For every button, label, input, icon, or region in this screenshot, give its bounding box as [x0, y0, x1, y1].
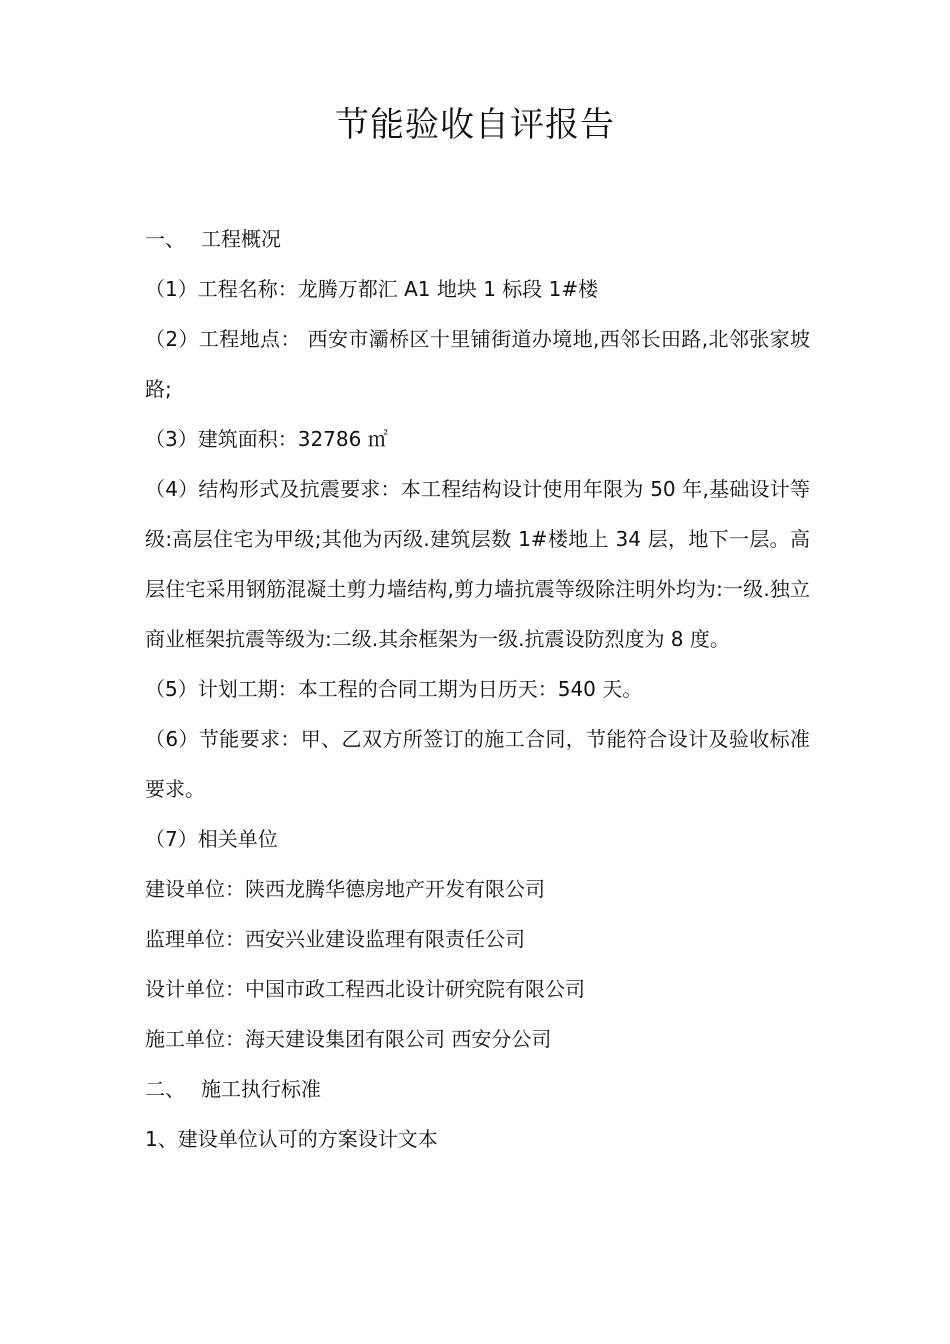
section-1-heading: [145, 214, 810, 264]
planned-duration: （5）计划工期：本工程的合同工期为日历天：540 天。: [145, 677, 643, 701]
energy-requirements: （6）节能要求：甲、乙双方所签订的施工合同，节能符合设计及验收标准要求。: [145, 727, 810, 801]
project-name: （1）工程名称：龙腾万都汇 A1 地块 1 标段 1#楼: [145, 277, 599, 301]
construction-unit: 建设单位：陕西龙腾华德房地产开发有限公司: [145, 877, 545, 901]
section-2-heading: [145, 1064, 810, 1114]
design-unit: 设计单位：中国市政工程西北设计研究院有限公司: [145, 977, 585, 1001]
document-body: [145, 214, 810, 1164]
related-units-heading: （7）相关单位: [145, 827, 278, 851]
building-area: （3）建筑面积：32786 ㎡: [145, 427, 388, 451]
supervision-unit: 监理单位：西安兴业建设监理有限责任公司: [145, 927, 525, 951]
section-2-number: 二、: [145, 1077, 185, 1101]
builder-unit: 施工单位：海天建设集团有限公司 西安分公司: [145, 1027, 552, 1051]
section-1-title: 工程概况: [201, 227, 281, 251]
document-title: 节能验收自评报告: [335, 105, 615, 145]
section-2-title: 施工执行标准: [201, 1077, 321, 1101]
standard-item-1: 1、建设单位认可的方案设计文本: [145, 1127, 438, 1151]
project-location: （2）工程地点： 西安市灞桥区十里铺街道办境地,西邻长田路,北邻张家坡路;: [145, 327, 810, 401]
structure-requirements: （4）结构形式及抗震要求：本工程结构设计使用年限为 50 年,基础设计等级:高层住宅为甲级;其他为丙级.建筑层数 1#楼地上 34 层，地下一层。高层住宅采用钢筋混凝土剪力墙结构,剪力墙抗震等级除注明外均为:一级.独立商业框架抗震等级为:二级.其余框架为一级.抗震设防烈度为 8 度。: [145, 477, 810, 651]
section-1-number: 一、: [145, 227, 185, 251]
